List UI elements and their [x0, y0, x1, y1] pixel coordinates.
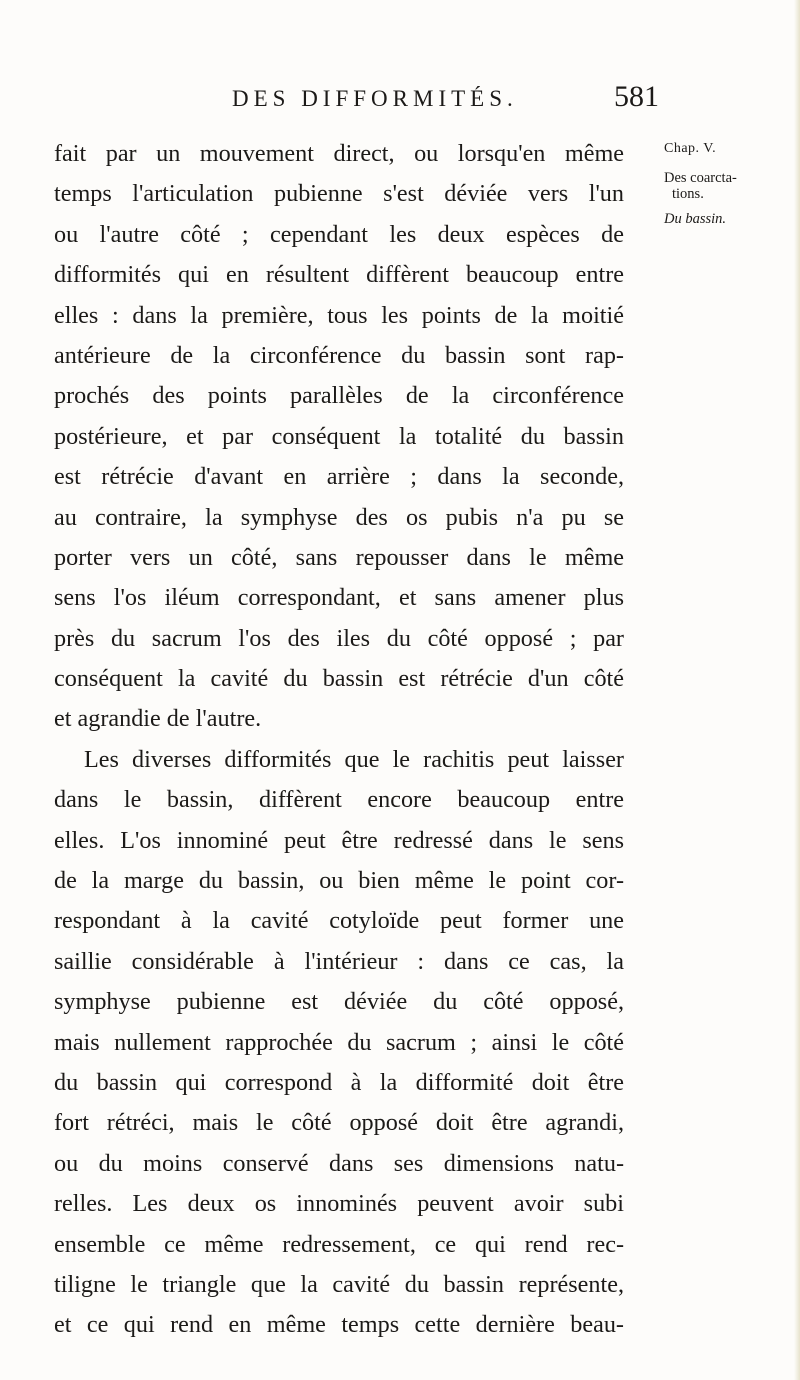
text-line: du bassin qui correspond à la difformité doit être — [54, 1068, 624, 1096]
margin-subject-line: Des coarcta- — [664, 170, 737, 186]
margin-notes — [664, 140, 794, 228]
text-line: respondant à la cavité cotyloïde peut former une — [54, 907, 624, 935]
text-line: près du sacrum l'os des iles du côté opposé ; par — [54, 624, 624, 652]
text-line: au contraire, la symphyse des os pubis n'a pu se — [54, 503, 624, 531]
text-line: ou du moins conservé dans ses dimensions natu- — [54, 1149, 624, 1177]
text-line: fort rétréci, mais le côté opposé doit être agrandi, — [54, 1109, 624, 1137]
text-line: mais nullement rapprochée du sacrum ; ainsi le côté — [54, 1028, 624, 1056]
text-line: temps l'articulation pubienne s'est déviée vers l'un — [54, 180, 624, 208]
margin-subject — [664, 170, 794, 202]
page-number: 581 — [614, 80, 659, 113]
text-line: fait par un mouvement direct, ou lorsqu'en même — [54, 140, 624, 167]
text-line: elles : dans la première, tous les points de la moitié — [54, 301, 624, 329]
text-line: ensemble ce même redressement, ce qui rend rec- — [54, 1230, 624, 1258]
text-line: saillie considérable à l'intérieur : dans ce cas, la — [54, 947, 624, 975]
text-line: prochés des points parallèles de la circonférence — [54, 382, 624, 410]
text-line: est rétrécie d'avant en arrière ; dans la seconde, — [54, 463, 624, 491]
text-line: Les diverses difformités que le rachitis peut laisser — [84, 745, 624, 773]
text-line: et agrandie de l'autre. — [54, 705, 262, 733]
text-line: de la marge du bassin, ou bien même le point cor- — [54, 867, 624, 895]
text-line: antérieure de la circonférence du bassin sont rap- — [54, 341, 624, 369]
page-edge-shadow — [794, 0, 800, 1380]
text-line: ou l'autre côté ; cependant les deux espèces de — [54, 220, 624, 248]
text-line: elles. L'os innominé peut être redressé dans le sens — [54, 826, 624, 854]
text-line: sens l'os iléum correspondant, et sans amener plus — [54, 584, 624, 612]
running-header-title: DES DIFFORMITÉS. — [232, 86, 518, 111]
text-line: dans le bassin, diffèrent encore beaucoup entre — [54, 786, 624, 814]
text-line: relles. Les deux os innominés peuvent avoir subi — [54, 1190, 624, 1218]
text-line: conséquent la cavité du bassin est rétrécie d'un côté — [54, 665, 624, 693]
text-line: postérieure, et par conséquent la totalité du bassin — [54, 422, 624, 450]
margin-chapter: Chap. V. — [664, 141, 717, 156]
text-line: tiligne le triangle que la cavité du bassin représente, — [54, 1270, 624, 1298]
margin-subject-line: tions. — [672, 186, 704, 202]
margin-running-title: Du bassin. — [664, 211, 727, 227]
text-line: porter vers un côté, sans repousser dans le même — [54, 543, 624, 571]
text-line: difformités qui en résultent diffèrent beaucoup entre — [54, 261, 624, 289]
body-text — [54, 134, 624, 1346]
text-line: symphyse pubienne est déviée du côté opposé, — [54, 988, 624, 1016]
text-line: et ce qui rend en même temps cette dernière beau- — [54, 1311, 624, 1339]
